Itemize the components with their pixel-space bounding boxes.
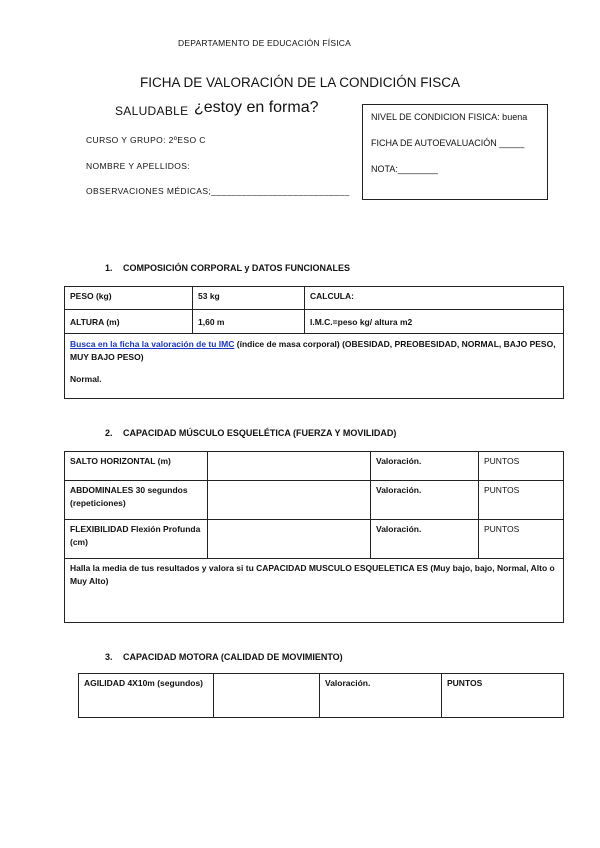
flexibility-valoracion: Valoración. [371,520,479,559]
calc-label: CALCULA: [305,287,564,310]
table-row [65,481,564,520]
height-value: 1,60 m [193,310,305,334]
section2-number: 2. [105,428,113,438]
table-row [65,559,564,623]
jump-puntos: PUNTOS [479,452,564,481]
table-row [65,310,564,334]
section1-number: 1. [105,263,113,273]
section2-title: CAPACIDAD MÚSCULO ESQUELÉTICA (FUERZA Y MOVILIDAD) [123,428,397,438]
fitness-level: NIVEL DE CONDICION FISICA: buena [371,112,528,122]
table-row [65,334,564,399]
agility-valoracion: Valoración. [320,674,442,718]
table-row [65,452,564,481]
table-row [79,674,564,718]
situps-valoracion: Valoración. [371,481,479,520]
weight-value: 53 kg [193,287,305,310]
form-subtitle: SALUDABLE [115,104,189,118]
summary-box [362,104,548,200]
flexibility-value-input[interactable] [208,520,371,559]
body-composition-table [64,286,564,399]
grade: NOTA:________ [371,164,438,174]
imc-link[interactable]: Busca en la ficha la valoración de tu IMC [70,339,235,349]
flexibility-puntos: PUNTOS [479,520,564,559]
jump-label: SALTO HORIZONTAL (m) [65,452,208,481]
flexibility-label: FLEXIBILIDAD Flexión Profunda (cm) [65,520,208,559]
table-row [65,287,564,310]
section3-title: CAPACIDAD MOTORA (CALIDAD DE MOVIMIENTO) [123,652,343,662]
imc-formula: I.M.C.=peso kg/ altura m2 [305,310,564,334]
section1-heading [105,263,350,273]
jump-valoracion: Valoración. [371,452,479,481]
section1-title: COMPOSICIÓN CORPORAL y DATOS FUNCIONALES [123,263,351,273]
course-field: CURSO Y GRUPO: 2ºESO C [86,135,206,145]
average-instructions: Halla la media de tus resultados y valora si tu CAPACIDAD MUSCULO ESQUELETICA ES (Muy bajo, bajo, Normal, Alto o Muy Alto) [65,559,564,623]
imc-cell [65,334,564,399]
motor-capacity-table [78,673,564,718]
agility-value-input[interactable] [214,674,320,718]
imc-result: Normal. [70,374,102,385]
table-row [65,520,564,559]
self-evaluation: FICHA DE AUTOEVALUACIÓN _____ [371,138,525,148]
name-field: NOMBRE Y APELLIDOS: [86,161,191,171]
height-label: ALTURA (m) [65,310,193,334]
jump-value-input[interactable] [208,452,371,481]
department-header: DEPARTAMENTO DE EDUCACIÓN FÍSICA [178,38,351,48]
musculoskeletal-table [64,451,564,623]
medical-notes-field: OBSERVACIONES MÉDICAS;___________________________ [86,186,350,196]
agility-puntos: PUNTOS [442,674,564,718]
situps-puntos: PUNTOS [479,481,564,520]
section2-heading [105,428,396,438]
section3-heading [105,652,343,662]
form-question: ¿estoy en forma? [194,99,319,116]
situps-value-input[interactable] [208,481,371,520]
situps-label: ABDOMINALES 30 segundos (repeticiones) [65,481,208,520]
section3-number: 3. [105,652,113,662]
weight-label: PESO (kg) [65,287,193,310]
imc-instructions: (índice de masa corporal) (OBESIDAD, PREOBESIDAD, NORMAL, BAJO PESO, MUY BAJO PESO) [70,339,556,363]
form-title: FICHA DE VALORACIÓN DE LA CONDICIÓN FISCA [140,75,461,90]
agility-label: AGILIDAD 4X10m (segundos) [79,674,214,718]
